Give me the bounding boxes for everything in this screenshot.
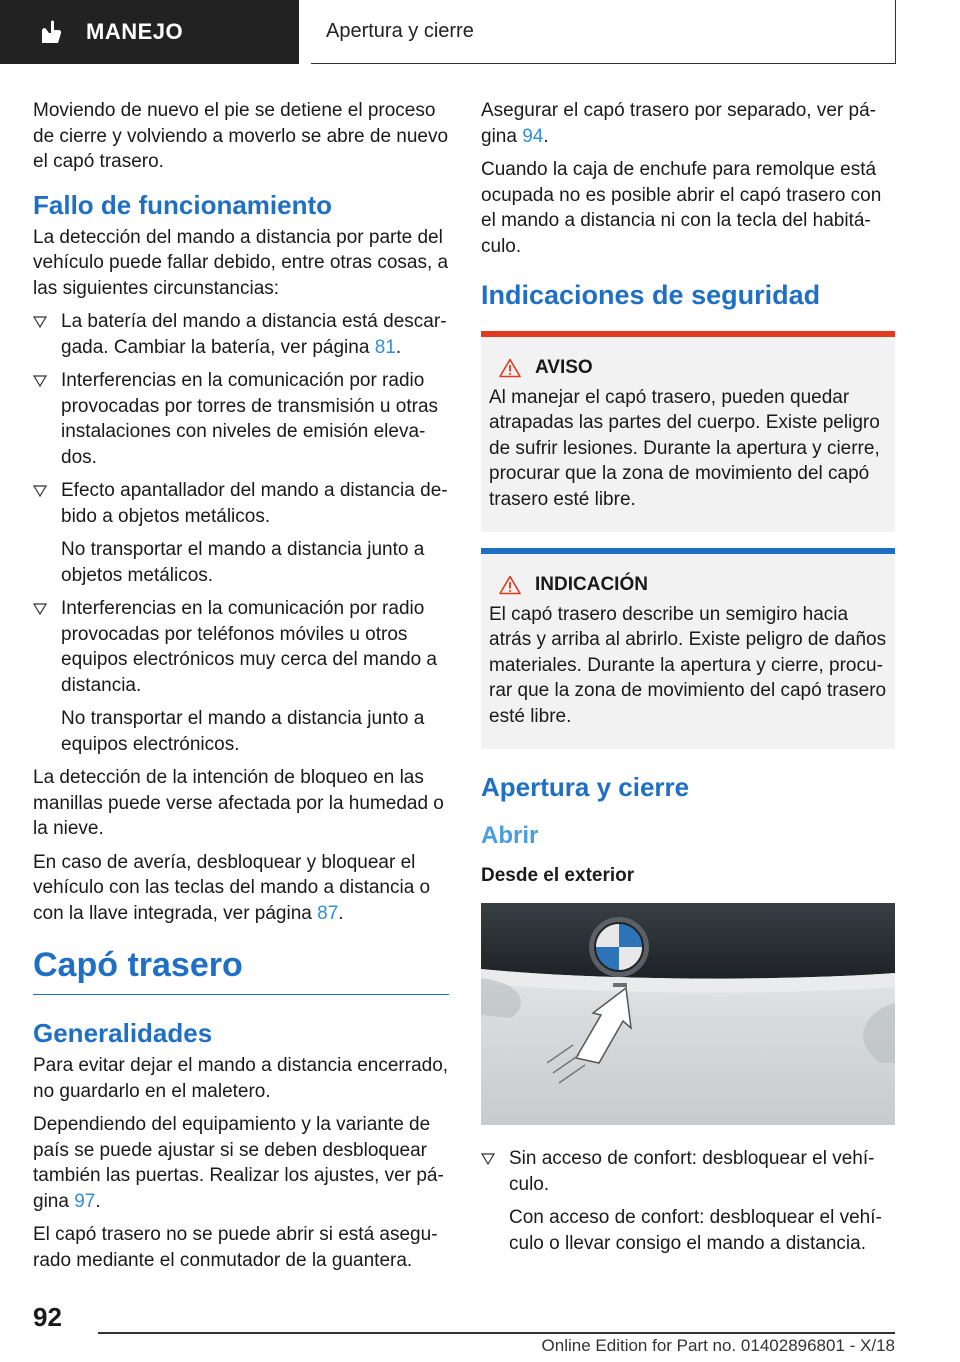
averia-punct: . — [338, 902, 344, 924]
list-item-subtext: No transportar el mando a distancia junto a objetos metálicos. — [61, 539, 425, 586]
heading-abrir: Abrir — [481, 822, 539, 849]
gen2-punct: . — [95, 1190, 101, 1212]
section-tab — [0, 0, 299, 64]
warning-triangle-icon — [499, 575, 521, 595]
averia-paragraph — [33, 850, 449, 927]
page-link-94[interactable]: 94 — [522, 125, 544, 147]
notice-aviso-title: AVISO — [535, 357, 593, 378]
intro-paragraph: Moviendo de nuevo el pie se detiene el proceso de cierre y volviendo a moverlo se abre de nuevo el capó trasero. — [33, 100, 449, 172]
list-item-punct: . — [395, 336, 402, 358]
bloqueo-paragraph: La detección de la intención de bloqueo en las manillas puede verse afectada por la humedad o la nieve. — [33, 767, 444, 839]
heading-capo-trasero: Capó trasero — [33, 944, 449, 995]
right-paragraph-1 — [481, 98, 895, 149]
heading-apertura: Apertura y cierre — [481, 772, 690, 802]
triangle-bullet-icon — [33, 603, 47, 615]
gen2-text: Dependiendo del equipamiento y la variante de país se puede ajustar si se deben desbloquear también las puertas. Realizar los ajustes, ver página — [33, 1114, 444, 1212]
list-item-subtext: No transportar el mando a distancia junto a equipos electrónicos. — [61, 708, 425, 755]
right-column — [481, 98, 895, 1264]
averia-text: En caso de avería, desbloquear y bloquear el vehículo con las teclas del mando a distancia o con la llave integrada, ver página — [33, 851, 431, 924]
triangle-bullet-icon — [481, 1153, 495, 1165]
page-link-81[interactable]: 81 — [374, 336, 396, 358]
list-item — [33, 309, 449, 360]
notice-indicacion-header — [489, 572, 887, 598]
chapter-title: Apertura y cierre — [326, 20, 474, 42]
list-item — [33, 478, 449, 588]
footer-edition: Online Edition for Part no. 01402896801 - X/18 — [541, 1336, 895, 1355]
page-link-87[interactable]: 87 — [317, 902, 339, 924]
warning-triangle-icon — [499, 358, 521, 378]
heading-desde-exterior: Desde el exterior — [481, 865, 635, 886]
gen-paragraph-3: El capó trasero no se puede abrir si está asegurado mediante el conmutador de la guantera. — [33, 1224, 438, 1271]
notice-aviso-header — [489, 355, 887, 381]
heading-fallo: Fallo de funcionamiento — [33, 189, 333, 220]
heading-seguridad: Indicaciones de seguridad — [481, 280, 821, 310]
gen-paragraph-1: Para evitar dejar el mando a distancia encerrado, no guardarlo en el maletero. — [33, 1055, 449, 1102]
list-item-text: Interferencias en la comunicación por radio provocadas por teléfonos móviles u otros equipos electrónicos muy cerca del mando a distancia. — [61, 598, 437, 696]
notice-indicacion-text: El capó trasero describe un semigiro hacia atrás y arriba al abrirlo. Existe peligro de daños materiales. Durante la apertura y cierre, procurar que la zona de movimiento del capó trasero esté libre. — [489, 603, 887, 727]
list-item — [481, 1146, 895, 1256]
page-number: 92 — [33, 1302, 62, 1332]
fallo-intro: La detección del mando a distancia por parte del vehículo puede fallar debido, entre otras cosas, a las siguientes circunstancias: — [33, 226, 449, 299]
list-item-text: Sin acceso de confort: desbloquear el vehículo. — [509, 1148, 875, 1195]
list-item-text: Interferencias en la comunicación por radio provocadas por torres de transmisión u otras instalaciones con niveles de emisión elevados. — [61, 370, 439, 468]
triangle-bullet-icon — [33, 485, 47, 497]
footer-divider — [98, 1332, 895, 1334]
section-label: MANEJO — [86, 19, 184, 44]
page-header — [0, 0, 960, 66]
heading-generalidades: Generalidades — [33, 1018, 213, 1048]
fallo-list — [33, 309, 449, 757]
list-item-subtext: Con acceso de confort: desbloquear el vehículo o llevar consigo el mando a distancia. — [509, 1207, 882, 1254]
gen-paragraph-2 — [33, 1112, 449, 1214]
list-item — [33, 596, 449, 757]
tailgate-photo — [481, 903, 895, 1125]
list-item-text: Efecto apantallador del mando a distancia debido a objetos metálicos. — [61, 480, 448, 527]
left-column — [33, 98, 449, 1281]
page-link-97[interactable]: 97 — [74, 1190, 96, 1212]
notice-aviso — [481, 331, 895, 532]
notice-indicacion — [481, 548, 895, 749]
chapter-tab — [311, 0, 896, 64]
list-item — [33, 368, 449, 470]
notice-indicacion-title: INDICACIÓN — [535, 574, 648, 595]
right-paragraph-2: Cuando la caja de enchufe para remolque está ocupada no es posible abrir el capó trasero con el mando a distancia ni con la tecla del habitáculo. — [481, 159, 882, 257]
triangle-bullet-icon — [33, 375, 47, 387]
triangle-bullet-icon — [33, 316, 47, 328]
p1-text: Asegurar el capó trasero por separado, ver página — [481, 100, 876, 147]
list-item-text: La batería del mando a distancia está descargada. Cambiar la batería, ver página — [61, 311, 447, 358]
notice-aviso-text: Al manejar el capó trasero, pueden quedar atrapadas las partes del cuerpo. Existe peligro de sufrir lesiones. Durante la apertura y cierre, procurar que la zona de movimiento del capó trasero esté libre. — [489, 386, 880, 510]
exterior-list — [481, 1146, 895, 1256]
p1-punct: . — [543, 125, 549, 147]
steering-hand-icon — [36, 15, 70, 49]
